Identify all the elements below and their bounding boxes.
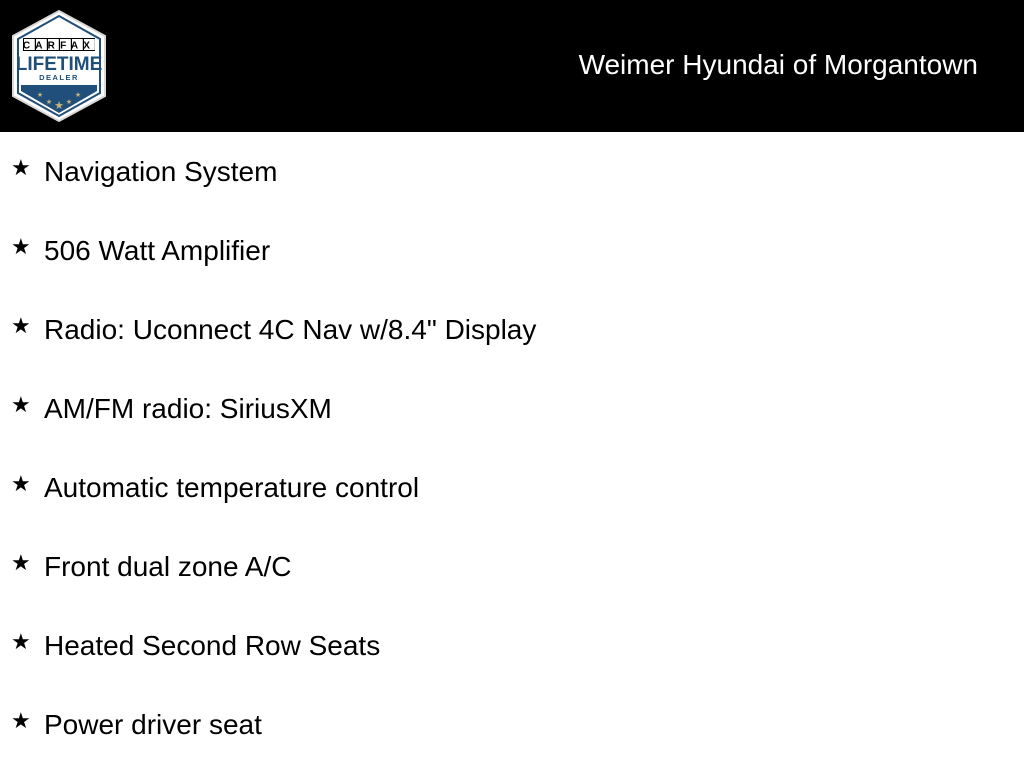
dealer-name: Weimer Hyundai of Morgantown <box>578 49 978 80</box>
svg-text:★: ★ <box>54 99 64 112</box>
star-icon: ★ <box>11 709 31 734</box>
star-icon: ★ <box>11 551 31 576</box>
star-icon: ★ <box>11 156 31 181</box>
feature-item <box>0 448 1024 527</box>
feature-item <box>0 290 1024 369</box>
star-icon: ★ <box>11 472 31 497</box>
feature-label: 506 Watt Amplifier <box>44 235 271 266</box>
star-icon: ★ <box>11 314 31 339</box>
feature-item <box>0 369 1024 448</box>
feature-label: Front dual zone A/C <box>44 551 292 582</box>
svg-text:★: ★ <box>74 91 82 99</box>
feature-label: Navigation System <box>44 156 278 187</box>
logo-line2-text: DEALER <box>39 73 79 82</box>
feature-item <box>0 527 1024 606</box>
carfax-lifetime-dealer-logo <box>8 9 110 123</box>
feature-item <box>0 685 1024 764</box>
feature-label: Power driver seat <box>44 709 262 740</box>
page-header <box>0 0 1024 132</box>
feature-item <box>0 211 1024 290</box>
svg-text:★: ★ <box>36 91 44 99</box>
feature-list <box>0 132 1024 764</box>
feature-label: AM/FM radio: SiriusXM <box>44 393 332 424</box>
star-icon: ★ <box>11 393 31 418</box>
feature-item <box>0 606 1024 685</box>
svg-text:★: ★ <box>45 98 53 106</box>
svg-text:★: ★ <box>65 98 73 106</box>
logo-line1-text: LIFETIME <box>15 54 103 75</box>
star-icon: ★ <box>11 630 31 655</box>
feature-label: Heated Second Row Seats <box>44 630 381 661</box>
feature-label: Radio: Uconnect 4C Nav w/8.4" Display <box>44 314 537 345</box>
star-icon: ★ <box>11 235 31 260</box>
feature-item <box>0 132 1024 211</box>
feature-label: Automatic temperature control <box>44 472 420 503</box>
logo-brand-text: CARFAX <box>22 40 96 52</box>
carfax-wordmark <box>23 38 95 52</box>
